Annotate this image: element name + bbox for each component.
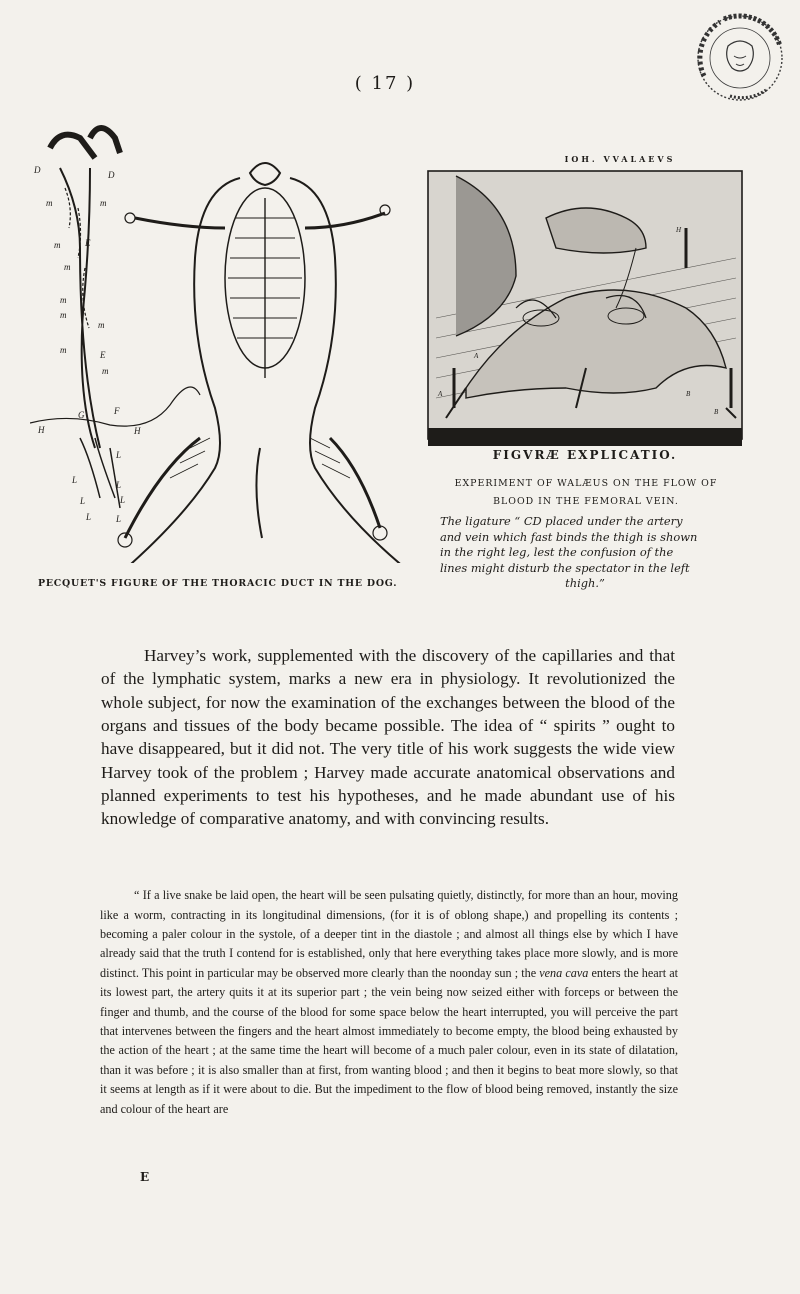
figure-note-line: and vein which fast binds the thigh is shown: [440, 529, 698, 544]
svg-text:L: L: [116, 514, 122, 524]
figure-note-line: The ligature “ CD placed under the artery: [440, 514, 683, 528]
svg-text:L: L: [120, 495, 126, 505]
figure-heading-line: BLOOD IN THE FEMORAL VEIN.: [493, 496, 679, 507]
svg-text:m: m: [98, 320, 105, 330]
engraver-name: IOH. VVALAEVS: [564, 154, 676, 164]
svg-text:H: H: [134, 426, 141, 436]
svg-text:B: B: [714, 408, 719, 416]
figure-note-line: thigh.”: [565, 576, 605, 590]
svg-text:A: A: [474, 352, 479, 360]
printer-signature-mark: E: [140, 1170, 150, 1184]
svg-text:G: G: [78, 410, 85, 420]
body-paragraph: Harvey’s work, supplemented with the discovery of the capillaries and that of the lymphatic system, marks a new era in physiology. It revolutionized the whole subject, for now the examination of the exchanges between the blood of the organs and tissues of the body became possible. The idea of “ spirits ” ought to have disappeared, but it did not. The very title of his work suggests the wide view Harvey took of the problem ; Harvey made accurate anatomical observations and planned experiments to test his hypotheses, and he made abundant use of his knowledge of comparative anatomy, and with convincing results.: [101, 646, 675, 829]
svg-text:m: m: [60, 310, 67, 320]
page-number: ( 17 ): [354, 73, 416, 94]
svg-text:L: L: [86, 512, 92, 522]
svg-text:H: H: [38, 425, 45, 435]
figure-experiment-heading: [436, 475, 736, 511]
svg-text:m: m: [60, 345, 67, 355]
quotation-part: enters the heart at its lowest part, the artery quits it at its superior part ; the vein being now seized either with forceps or between the finger and thumb, and the course of the blood for some space below the heart interrupted, you will perceive the part that intervenes between the fingers and the heart almost immediately to become empty, the blood being exhausted by the action of the heart ; at the same time the heart will become of a much paler colour, even in its state of dilatation, than it was before ; it is also smaller than at first, from wanting blood ; and then it begins to beat more slowly, so that it seems at length as if it were about to die. But the impediment to the flow of blood being removed, instantly the size and colour of the heart are: [100, 965, 678, 1116]
harvey-quotation: [100, 886, 678, 1119]
quotation-emphasis: vena cava: [539, 965, 589, 980]
quotation-part: “ If a live snake be laid open, the heart will be seen pulsating quietly, distinctly, for more than an hour, moving like a worm, contracting in its longitudinal dimensions, (for it is of oblong shape,) and propelling its contents ; becoming a paler colour in the systole, of a deeper tint in the diastole ; and almost all things else by which I have already said that the truth I contend for is established, only that here everything takes place more slowly, and is more distinct. This point in particular may be observed more clearly than the noonday sun ; the: [100, 888, 678, 980]
svg-text:E: E: [100, 350, 106, 360]
left-figure-caption: PECQUET'S FIGURE OF THE THORACIC DUCT IN THE DOG.: [38, 578, 398, 589]
svg-text:L: L: [80, 496, 86, 506]
svg-text:B: B: [686, 390, 691, 398]
stamp-seal-icon: [690, 6, 786, 102]
svg-text:H: H: [676, 226, 682, 234]
svg-text:L: L: [72, 475, 78, 485]
svg-text:E: E: [85, 238, 91, 248]
svg-text:F: F: [114, 406, 120, 416]
svg-text:A: A: [438, 390, 443, 398]
svg-text:L: L: [116, 450, 122, 460]
svg-text:m: m: [60, 295, 67, 305]
svg-text:m: m: [64, 262, 71, 272]
figure-note-line: lines might disturb the spectator in the left: [440, 560, 690, 575]
svg-text:m: m: [54, 240, 61, 250]
figure-ligature-note: [440, 514, 730, 592]
svg-text:m: m: [102, 366, 109, 376]
pecquet-dog-illustration: [30, 118, 415, 563]
svg-text:L: L: [116, 480, 122, 490]
figure-heading-line: EXPERIMENT OF WALÆUS ON THE FLOW OF: [454, 478, 718, 489]
walaeus-experiment-illustration: [426, 168, 744, 453]
library-stamp: [690, 6, 786, 102]
svg-text:m: m: [100, 198, 107, 208]
svg-text:D: D: [34, 165, 41, 175]
svg-text:D: D: [108, 170, 115, 180]
figure-explanation-title: FIGVRÆ EXPLICATIO.: [492, 448, 678, 462]
svg-text:m: m: [46, 198, 53, 208]
figure-note-line: in the right leg, lest the confusion of the: [440, 545, 674, 559]
